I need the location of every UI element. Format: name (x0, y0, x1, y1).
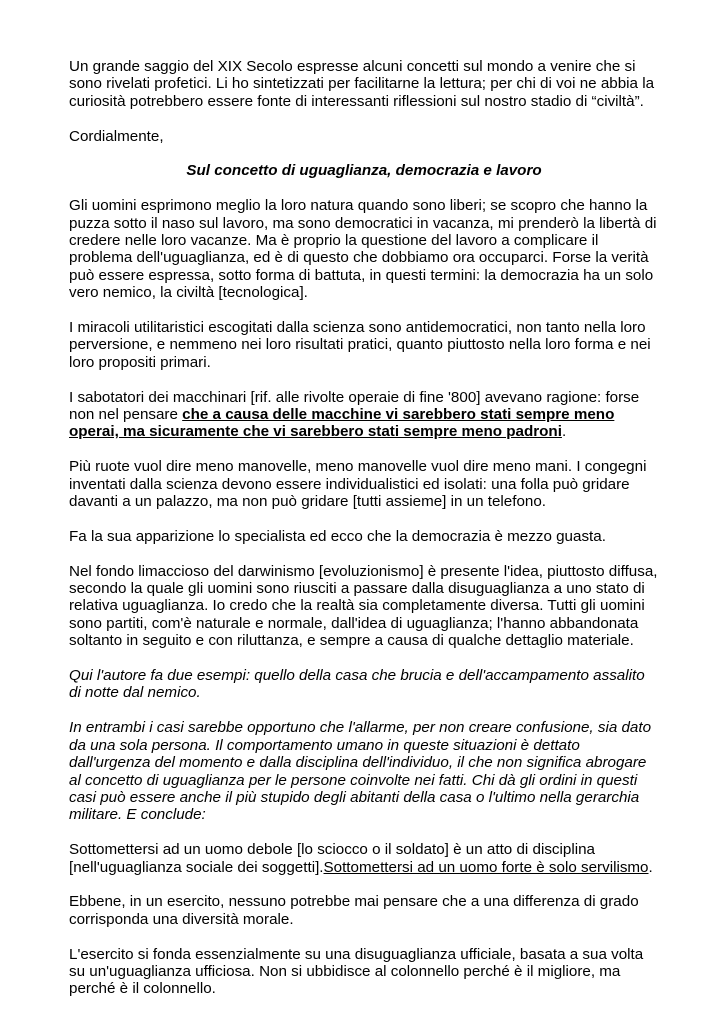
paragraph-3-emphasis: che a causa delle macchine vi sarebbero stati sempre meno operai, ma sicuramente che vi sarebbero stati sempre meno padroni (69, 406, 615, 441)
intro-paragraph: Un grande saggio del XIX Secolo espresse alcuni concetti sul mondo a venire che si sono rivelati profetici. Li ho sintetizzati per facilitarne la lettura; per chi di voi ne abbia la curiosità potrebbero essere fonte di interessanti riflessioni sul nostro stadio di “civiltà”. (69, 58, 655, 110)
paragraph-5: Fa la sua apparizione lo specialista ed ecco che la democrazia è mezzo guasta. (69, 527, 606, 545)
paragraph-11: L'esercito si fonda essenzialmente su una disuguaglianza ufficiale, basata a sua volta su un'uguaglianza ufficiosa. Non si ubbidisce al colonnello perché è il migliore, ma perché è il colonnello. (69, 945, 644, 998)
paragraph-9 (69, 841, 659, 876)
greeting: Cordialmente, (69, 127, 164, 145)
paragraph-8-italic: In entrambi i casi sarebbe opportuno che l'allarme, per non creare confusione, sia dato da una sola persona. Il comportamento umano in queste situazioni è dettato dall'urgenza del momento e dalla disciplina dell'individuo, il che non significa abrogare al concetto di uguaglianza per le persone coinvolte nei fatti. Chi dà gli ordini in questi casi può essere anche il più stupido degli abitanti della casa o l'ultimo nella gerarchia militare. E conclude: (69, 719, 652, 824)
paragraph-4: Più ruote vuol dire meno manovelle, meno manovelle vuol dire meno mani. I congegni inventati dalla scienza devono essere individualistici ed isolati: una folla può gridare davanti a un palazzo, ma non può gridare [tutti assieme] in un telefono. (69, 458, 647, 511)
paragraph-2: I miracoli utilitaristici escogitati dalla scienza sono antidemocratici, non tanto nella loro perversione, e nemmeno nei loro risultati pratici, quanto piuttosto nella loro forma e nei loro propositi primari. (69, 319, 651, 371)
paragraph-3-end: . (561, 423, 567, 441)
paragraph-3-text: I sabotatori dei macchinari [rif. alle rivolte operaie di fine '800] avevano ragione: forse non nel pensare (69, 388, 640, 424)
document-title: Sul concetto di uguaglianza, democrazia e lavoro (186, 162, 542, 180)
paragraph-7-italic: Qui l'autore fa due esempi: quello della casa che brucia e dell'accampamento assalito di notte dal nemico. (69, 667, 645, 702)
paragraph-10: Ebbene, in un esercito, nessuno potrebbe mai pensare che a una differenza di grado corrisponda una diversità morale. (69, 893, 639, 928)
paragraph-6: Nel fondo limaccioso del darwinismo [evoluzionismo] è presente l'idea, piuttosto diffusa, secondo la quale gli uomini sono riusciti a passare dalla disuguaglianza a uno stato di relativa uguaglianza. Io credo che la realtà sia completamente diversa. Tutti gli uomini sono partiti, com'è naturale e normale, dall'idea di uguaglianza; l'hanno abbandonata soltanto in seguito e con riluttanza, e sempre a causa di qualche dettaglio materiale. (69, 562, 658, 650)
paragraph-1: Gli uomini esprimono meglio la loro natura quando sono liberi; se scopro che hanno la puzza sotto il naso sul lavoro, ma sono democratici in vacanza, mi prenderò la libertà di credere nelle loro vacanze. Ma è proprio la questione del lavoro a complicare il problema dell'uguaglianza, ed è di questo che dobbiamo ora occuparci. Forse la verità può essere espressa, sotto forma di battuta, in questi termini: la democrazia ha un solo vero nemico, la civiltà [tecnologica]. (69, 197, 657, 302)
document-page (69, 58, 659, 1015)
paragraph-3 (69, 389, 659, 441)
paragraph-9-underlined: Sottomettersi ad un uomo forte è solo servilismo (323, 858, 649, 876)
paragraph-9-end: . (648, 858, 653, 876)
paragraph-9-text: Sottomettersi ad un uomo debole [lo sciocco o il soldato] è un atto di disciplina [nell'uguaglianza sociale dei soggetti]. (69, 841, 595, 876)
